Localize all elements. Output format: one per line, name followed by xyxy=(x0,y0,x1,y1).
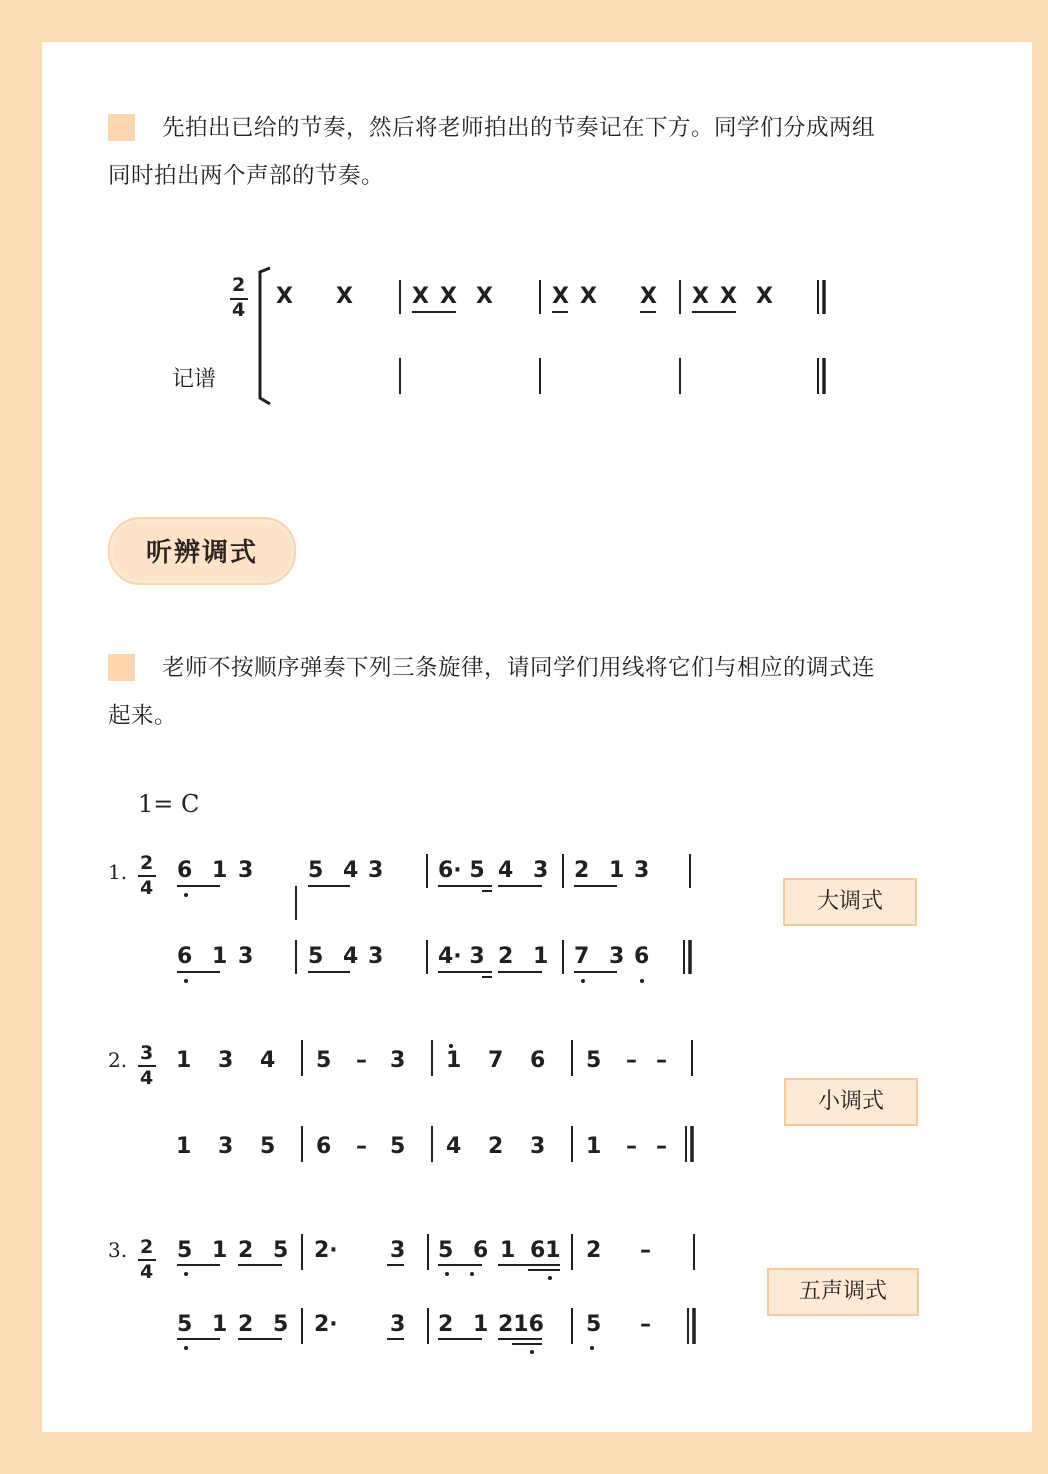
time-signature-bottom: 4 xyxy=(140,877,154,899)
rhythm-x: X xyxy=(412,284,429,309)
note: – xyxy=(656,1048,667,1073)
mode-box-major[interactable]: 大调式 xyxy=(783,878,917,926)
note: 2· xyxy=(314,1312,338,1337)
rhythm-x: X xyxy=(692,284,709,309)
note: 4 3 xyxy=(498,858,555,883)
note: 4 xyxy=(260,1048,276,1073)
note: 5 xyxy=(316,1048,332,1073)
note: 1 xyxy=(176,1134,192,1159)
instruction-line: 起来。 xyxy=(108,703,178,729)
note: 2 5 xyxy=(238,1312,295,1337)
note: 7 xyxy=(488,1048,504,1073)
time-signature-top: 2 xyxy=(140,852,154,874)
note: – xyxy=(626,1048,637,1073)
rhythm-x: X xyxy=(720,284,737,309)
bullet-square xyxy=(108,654,135,681)
note: 2 1 xyxy=(574,858,631,883)
note: 5 4 xyxy=(308,858,365,883)
time-signature-bottom: 4 xyxy=(140,1261,154,1283)
note: 5 6 xyxy=(438,1238,495,1263)
note: 6 xyxy=(634,944,650,969)
rhythm-x: X xyxy=(552,284,569,309)
key-signature: 1= C xyxy=(138,790,200,818)
time-signature-bottom: 4 xyxy=(140,1067,154,1089)
note: 4· 3 xyxy=(438,944,485,969)
note: 7 3 xyxy=(574,944,631,969)
note: 3 xyxy=(390,1048,406,1073)
note: 2 1 xyxy=(498,944,555,969)
note: 1 xyxy=(446,1048,462,1073)
mode-box-minor[interactable]: 小调式 xyxy=(784,1078,918,1126)
note: 6 1 xyxy=(177,858,234,883)
rhythm-x: X xyxy=(276,284,293,309)
note: – xyxy=(626,1134,637,1159)
time-signature-top: 3 xyxy=(140,1042,154,1064)
note: – xyxy=(356,1048,367,1073)
note: 6 xyxy=(316,1134,332,1159)
note: 3 xyxy=(218,1048,234,1073)
melody-number: 1. xyxy=(108,860,128,884)
time-signature-top: 2 xyxy=(140,1236,154,1258)
time-signature-top: 2 xyxy=(232,274,246,296)
instruction-line: 老师不按顺序弹奏下列三条旋律，请同学们用线将它们与相应的调式连 xyxy=(162,655,876,681)
note: 5 1 xyxy=(177,1238,234,1263)
note: 2 xyxy=(586,1238,602,1263)
note: 3 xyxy=(634,858,650,883)
section-title-badge xyxy=(108,517,296,585)
note: 4 xyxy=(446,1134,462,1159)
note: 2 1 xyxy=(438,1312,495,1337)
note: – xyxy=(640,1238,651,1263)
note: 3 xyxy=(530,1134,546,1159)
rhythm-x: X xyxy=(476,284,493,309)
melody-number: 2. xyxy=(108,1048,128,1072)
note: 3 xyxy=(390,1312,406,1337)
note: 5 xyxy=(260,1134,276,1159)
note: – xyxy=(640,1312,651,1337)
note: 5 xyxy=(586,1312,602,1337)
note: 5 xyxy=(390,1134,406,1159)
rhythm-x: X xyxy=(640,284,657,309)
instruction-line: 先拍出已给的节奏，然后将老师拍出的节奏记在下方。同学们分成两组 xyxy=(162,115,876,141)
note: 3 xyxy=(238,944,254,969)
note: 1 xyxy=(176,1048,192,1073)
note: 3 xyxy=(218,1134,234,1159)
note: 1 xyxy=(586,1134,602,1159)
note: 3 xyxy=(368,858,384,883)
note: – xyxy=(356,1134,367,1159)
score-lines xyxy=(42,42,1032,1432)
note: 6 1 xyxy=(177,944,234,969)
note: 2 5 xyxy=(238,1238,295,1263)
note: 5 1 xyxy=(177,1312,234,1337)
instruction-line: 同时拍出两个声部的节奏。 xyxy=(108,163,385,189)
note: 216 xyxy=(498,1312,544,1337)
rhythm-x: X xyxy=(756,284,773,309)
rhythm-x: X xyxy=(580,284,597,309)
textbook-page xyxy=(42,42,1032,1432)
note: 61 xyxy=(530,1238,561,1263)
rhythm-x: X xyxy=(440,284,457,309)
note: 1 xyxy=(500,1238,516,1263)
section-title: 听辨调式 xyxy=(145,538,258,568)
note: 6 xyxy=(530,1048,546,1073)
note: 3 xyxy=(368,944,384,969)
note: 3 xyxy=(390,1238,406,1263)
note: 2 xyxy=(488,1134,504,1159)
note: 2· xyxy=(314,1238,338,1263)
note: 5 4 xyxy=(308,944,365,969)
note: 6· 5 xyxy=(438,858,485,883)
note: – xyxy=(656,1134,667,1159)
rhythm-x: X xyxy=(336,284,353,309)
time-signature-bottom: 4 xyxy=(232,299,246,321)
note: 3 xyxy=(238,858,254,883)
mode-box-pentatonic[interactable]: 五声调式 xyxy=(767,1268,919,1316)
note: 5 xyxy=(586,1048,602,1073)
melody-number: 3. xyxy=(108,1238,128,1262)
notation-row-label: 记谱 xyxy=(172,367,217,392)
